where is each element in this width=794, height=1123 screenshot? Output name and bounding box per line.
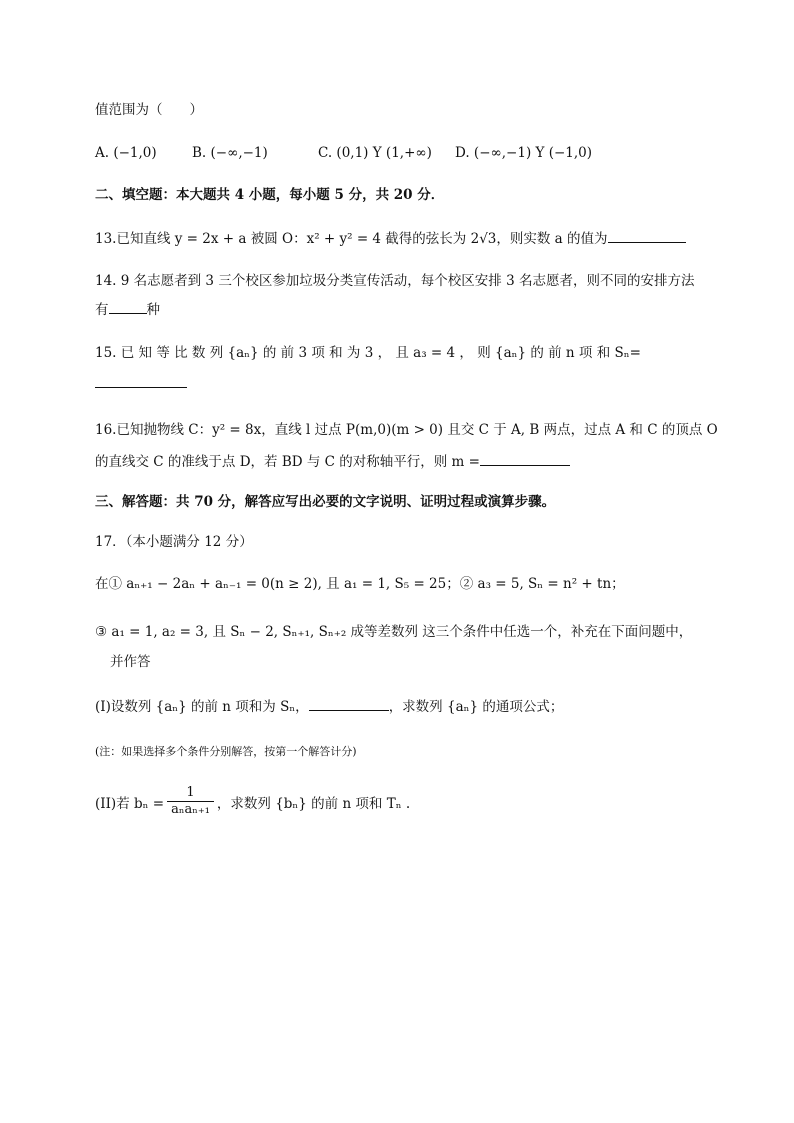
q17-part1-post: ，求数列 {aₙ} 的通项公式； xyxy=(388,699,564,715)
q17-note: (注：如果选择多个条件分别解答，按第一个解答计分) xyxy=(95,745,357,758)
q14-post: 种 xyxy=(146,302,160,318)
fraction-numerator: 1 xyxy=(186,785,195,800)
q17-condition-1-2: 在① aₙ₊₁ − 2aₙ + aₙ₋₁ = 0(n ≥ 2), 且 a₁ = 1, S₅ = 25；② a₃ = 5, Sₙ = n² + tn； xyxy=(95,576,625,592)
q17-part2-fraction xyxy=(167,785,214,818)
section2-heading: 二、填空题：本大题共 4 小题，每小题 5 分，共 20 分． xyxy=(95,187,445,203)
q16-answer-blank xyxy=(480,451,570,466)
section3-heading: 三、解答题：共 70 分，解答应写出必要的文字说明、证明过程或演算步骤。 xyxy=(95,494,556,510)
q12-option-a: A. (−1,0) xyxy=(95,145,157,161)
q12-option-b: B. (−∞,−1) xyxy=(192,145,268,161)
q12-option-d: D. (−∞,−1) Y (−1,0) xyxy=(455,145,593,161)
q13-answer-blank xyxy=(608,228,686,243)
q17-part1 xyxy=(95,696,563,717)
q17-part2-post: ，求数列 {bₙ} 的前 n 项和 Tₙ . xyxy=(216,795,411,812)
q12-option-c: C. (0,1) Y (1,+∞) xyxy=(318,145,432,161)
q17-part1-blank xyxy=(309,696,389,711)
q14-answer-blank xyxy=(109,299,147,314)
q12-tail: 值范围为（ ） xyxy=(95,102,203,118)
question-13 xyxy=(95,228,686,249)
question-16-line2 xyxy=(95,451,570,472)
q15-answer-line xyxy=(95,373,187,394)
q15-answer-blank xyxy=(95,373,187,388)
q16-text: 的直线交 C 的准线于点 D，若 BD 与 C 的对称轴平行，则 m = xyxy=(95,454,480,470)
q17-part1-pre: (I)设数列 {aₙ} 的前 n 项和为 Sₙ， xyxy=(95,699,309,715)
question-14-line2 xyxy=(95,299,160,320)
question-15: 15. 已 知 等 比 数 列 {aₙ} 的 前 3 项 和 为 3 ， 且 a₃ = 4 ， 则 {aₙ} 的 前 n 项 和 Sₙ= xyxy=(95,345,641,361)
question-14-line1: 14. 9 名志愿者到 3 三个校区参加垃圾分类宣传活动，每个校区安排 3 名志愿者，则不同的安排方法 xyxy=(95,273,695,289)
fraction-denominator: aₙaₙ₊₁ xyxy=(171,802,210,817)
q17-part2-pre: (II)若 bₙ = xyxy=(95,795,165,812)
question-16-line1: 16.已知抛物线 C：y² = 8x，直线 l 过点 P(m,0)(m > 0) 且交 C 于 A, B 两点，过点 A 和 C 的顶点 O xyxy=(95,422,718,438)
q14-pre: 有 xyxy=(95,302,109,318)
q17-part2 xyxy=(95,785,410,818)
q17-condition-3-cont: 并作答 xyxy=(110,654,151,670)
q17-condition-3: ③ a₁ = 1, a₂ = 3, 且 Sₙ − 2, Sₙ₊₁, Sₙ₊₂ 成等差数列 这三个条件中任选一个，补充在下面问题中， xyxy=(95,624,693,640)
q17-title: 17．（本小题满分 12 分） xyxy=(95,534,253,550)
q13-text: 13.已知直线 y = 2x + a 被圆 O：x² + y² = 4 截得的弦长为 2√3，则实数 a 的值为 xyxy=(95,231,608,247)
